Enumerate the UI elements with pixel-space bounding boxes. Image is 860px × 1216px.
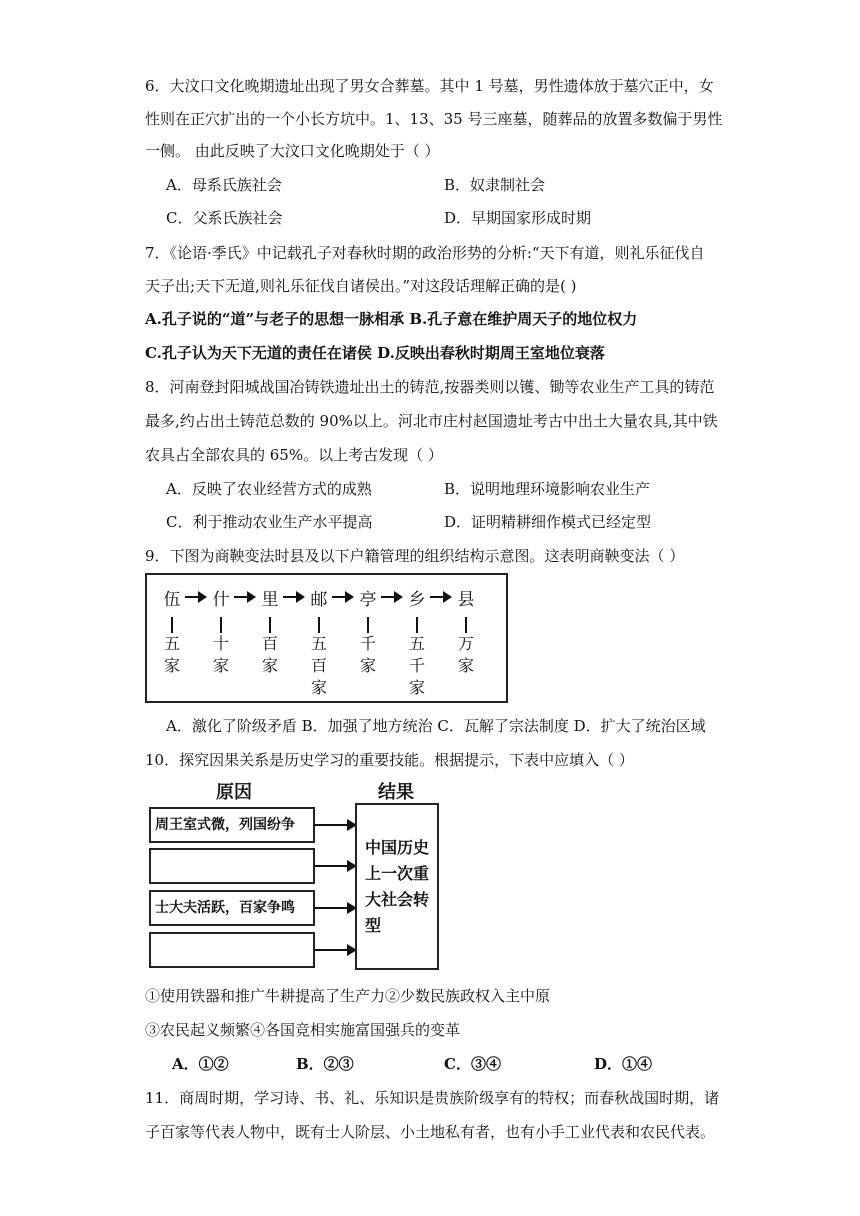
household-count-char: 家	[212, 656, 229, 675]
unit-label: 伍	[163, 590, 181, 610]
household-structure-diagram	[145, 573, 508, 703]
result-line: 型	[365, 916, 382, 935]
household-count-char: 家	[261, 656, 278, 675]
q8-line-1: 8．河南登封阳城战国冶铸铁遗址出土的铸范,按器类则以镬、锄等农业生产工具的铸范	[145, 378, 715, 396]
household-count-char: 十	[212, 634, 229, 653]
household-count	[455, 633, 477, 677]
unit-label: 亭	[359, 590, 377, 610]
household-count-char: 千	[359, 634, 376, 653]
q6-option-d: D．早期国家形成时期	[444, 209, 592, 227]
household-count	[259, 633, 281, 677]
q10-statement-2: ③农民起义频繁④各国竞相实施富国强兵的变革	[145, 1021, 461, 1039]
cause-box-3: 士大夫活跃，百家争鸣	[149, 890, 315, 926]
q6-line-1: 6．大汶口文化晚期遗址出现了男女合葬墓。其中 1 号墓，男性遗体放于墓穴正中，女	[145, 77, 714, 95]
cause-box-2	[149, 848, 315, 884]
household-count-char: 五	[310, 634, 327, 653]
q6-line-2: 性则在正穴扩出的一个小长方坑中。1、13、35 号三座墓，随葬品的放置多数偏于男性	[145, 110, 723, 128]
cause-arrow-3	[315, 907, 355, 909]
q11-line-1: 11．商周时期，学习诗、书、礼、乐知识是贵族阶级享有的特权；而春秋战国时期，诸	[145, 1089, 720, 1107]
arrow-icon	[283, 596, 303, 598]
q7-line-1: 7．《论语·季氏》中记载孔子对春秋时期的政治形势的分析:“天下有道，则礼乐征伐自	[145, 244, 705, 262]
q8-line-2: 最多,约占出土铸范总数的 90%以上。河北市庄村赵国遗址考古中出土大量农具,其中铁	[145, 412, 718, 430]
household-count-char: 家	[310, 678, 327, 697]
q11-line-2: 子百家等代表人物中，既有士人阶层、小土地私有者，也有小手工业代表和农民代表。	[145, 1123, 716, 1141]
q8-option-b: B．说明地理环境影响农业生产	[444, 480, 651, 498]
cause-arrow-2	[315, 865, 355, 867]
cause-box-4	[149, 932, 315, 968]
arrow-icon	[234, 596, 254, 598]
q10-option-d: D．①④	[594, 1055, 653, 1073]
q10-option-a: A．①②	[172, 1055, 229, 1073]
household-count-char: 家	[408, 678, 425, 697]
q9-line: 9．下图为商鞅变法时县及以下户籍管理的组织结构示意图。这表明商鞅变法（ ）	[145, 547, 685, 565]
household-count-char: 千	[408, 656, 425, 675]
result-line: 大社会转	[365, 890, 430, 909]
q7-line-2: 天子出;天下无道,则礼乐征伐自诸侯出。”对这段话理解正确的是( )	[145, 277, 577, 295]
connector-line	[171, 617, 173, 633]
cause-header: 原因	[216, 782, 252, 803]
arrow-icon	[430, 596, 450, 598]
household-count-char: 万	[457, 634, 474, 653]
household-count-char: 家	[163, 656, 180, 675]
unit-label: 县	[457, 590, 475, 610]
connector-line	[465, 617, 467, 633]
q8-line-3: 农具占全部农具的 65%。以上考古发现（ ）	[145, 446, 443, 464]
q6-line-3: 一侧。 由此反映了大汶口文化晚期处于（ ）	[145, 142, 440, 160]
connector-line	[220, 617, 222, 633]
q7-options-cd: C.孔子认为天下无道的责任在诸侯 D.反映出春秋时期周王室地位衰落	[145, 344, 605, 362]
result-line: 中国历史	[365, 838, 430, 857]
result-box	[355, 803, 439, 970]
cause-box-1: 周王室式微，列国纷争	[149, 807, 315, 843]
q10-option-b: B．②③	[296, 1055, 354, 1073]
unit-label: 邮	[310, 590, 328, 610]
q6-option-a: A．母系氏族社会	[166, 176, 282, 194]
unit-label: 乡	[408, 590, 426, 610]
household-count	[210, 633, 232, 677]
q8-option-c: C．利于推动农业生产水平提高	[166, 513, 373, 531]
connector-line	[367, 617, 369, 633]
q8-option-a: A．反映了农业经营方式的成熟	[166, 480, 372, 498]
household-count-char: 百	[310, 656, 327, 675]
household-count	[406, 633, 428, 699]
q9-options: A．激化了阶级矛盾 B．加强了地方统治 C．瓦解了宗法制度 D．扩大了统治区域	[166, 717, 706, 735]
household-count-char: 百	[261, 634, 278, 653]
connector-line	[269, 617, 271, 633]
arrow-icon	[185, 596, 205, 598]
household-count-char: 家	[457, 656, 474, 675]
household-count	[161, 633, 183, 677]
q10-option-c: C．③④	[444, 1055, 501, 1073]
household-count	[357, 633, 379, 677]
q10-line: 10．探究因果关系是历史学习的重要技能。根据提示，下表中应填入（ ）	[145, 751, 634, 769]
connector-line	[416, 617, 418, 633]
household-count-char: 家	[359, 656, 376, 675]
cause-arrow-1	[315, 824, 355, 826]
household-count-char: 五	[408, 634, 425, 653]
connector-line	[318, 617, 320, 633]
q6-option-b: B．奴隶制社会	[444, 176, 546, 194]
q10-statement-1: ①使用铁器和推广牛耕提高了生产力②少数民族政权入主中原	[145, 987, 551, 1005]
result-header: 结果	[378, 782, 414, 803]
arrow-icon	[332, 596, 352, 598]
household-count-char: 五	[163, 634, 180, 653]
q7-options-ab: A.孔子说的“道”与老子的思想一脉相承 B.孔子意在维护周天子的地位权力	[145, 310, 638, 328]
unit-label: 里	[261, 590, 279, 610]
q6-option-c: C．父系氏族社会	[166, 209, 283, 227]
cause-arrow-4	[315, 949, 355, 951]
q8-option-d: D．证明精耕细作模式已经定型	[444, 513, 652, 531]
result-line: 上一次重	[365, 864, 430, 883]
unit-label: 什	[212, 590, 230, 610]
household-count	[308, 633, 330, 699]
arrow-icon	[381, 596, 401, 598]
